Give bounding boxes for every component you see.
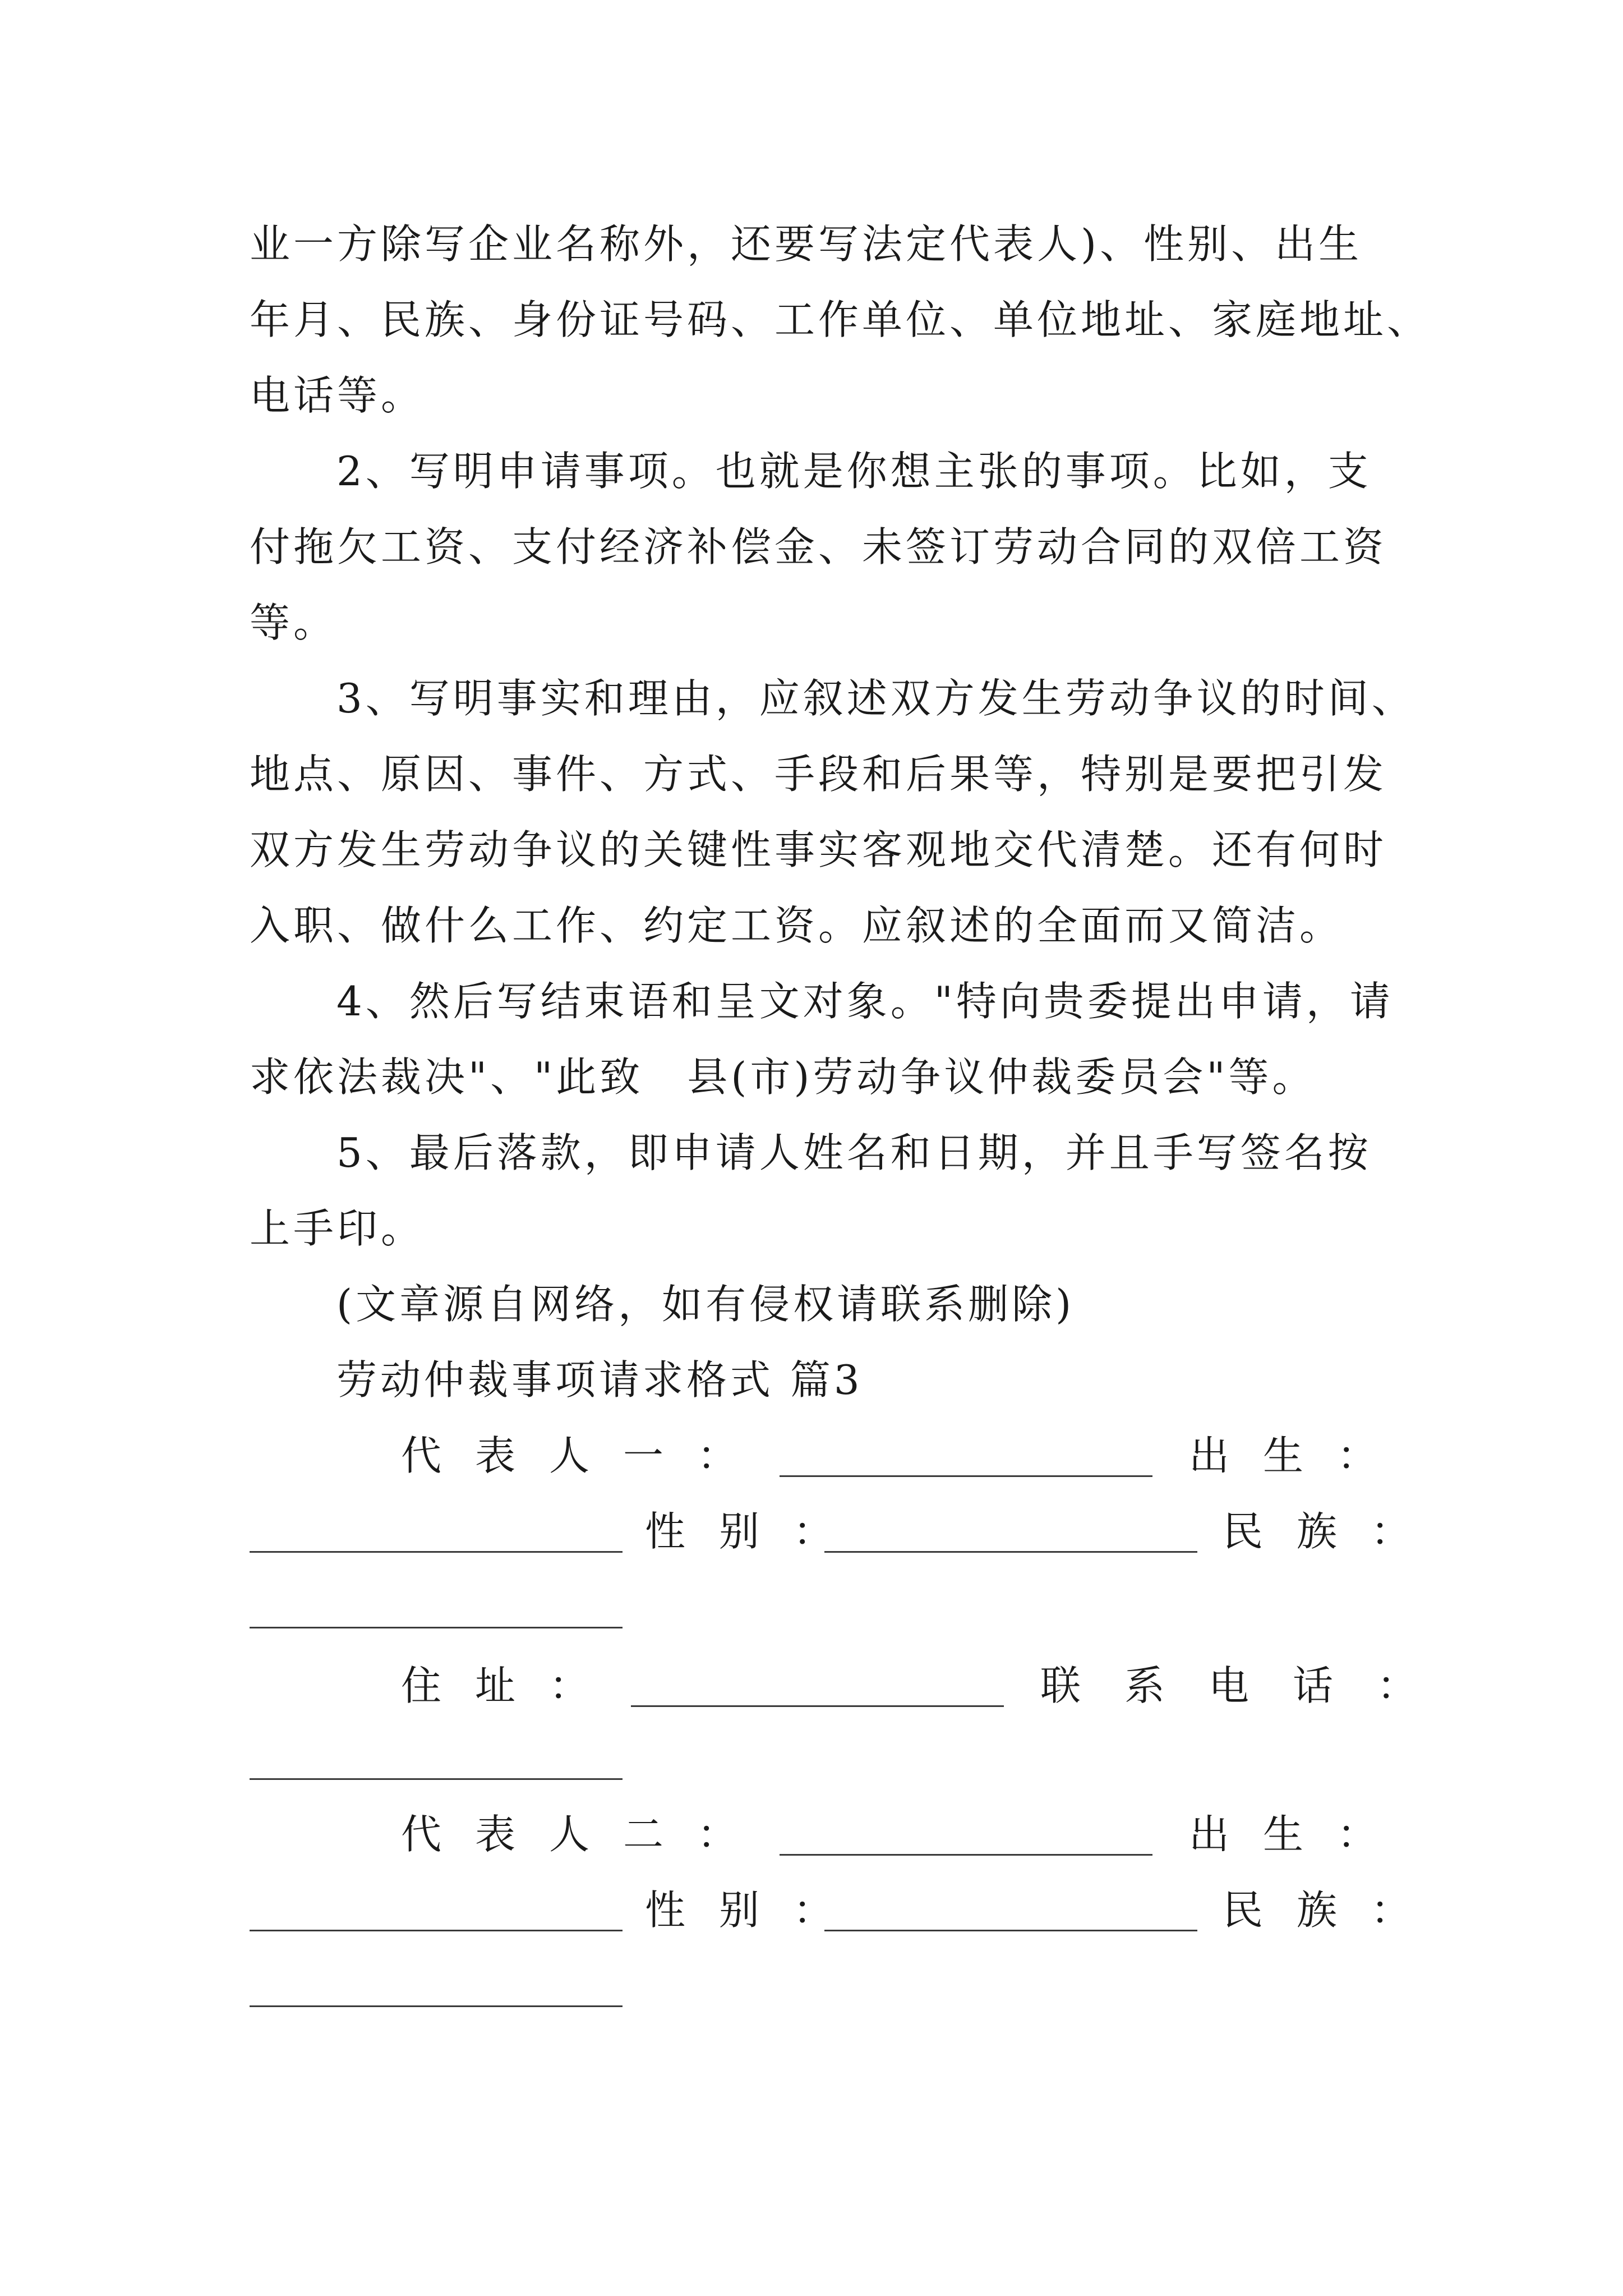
form-row-rep1-details: [250, 1503, 1445, 1559]
ethnicity-label: 民族：: [1223, 1887, 1445, 1934]
address-blank[interactable]: [631, 1705, 1004, 1707]
gender-label: 性别：: [645, 1508, 868, 1555]
form-row-phone: [250, 1731, 1382, 1787]
gender-blank[interactable]: [824, 1930, 1197, 1931]
phone-label: 联系电话：: [1040, 1662, 1461, 1709]
birth-label: 出生：: [1189, 1811, 1412, 1858]
birth-blank[interactable]: [250, 1551, 623, 1553]
gender-label: 性别：: [645, 1887, 868, 1934]
form-row-ethnicity: [250, 1579, 1382, 1635]
paragraph-line: 电话等。: [250, 372, 425, 419]
ethnicity-blank[interactable]: [250, 1627, 623, 1628]
rep1-blank[interactable]: [780, 1475, 1152, 1477]
rep1-label: 代表人一：: [401, 1432, 772, 1479]
ethnicity-label: 民族：: [1223, 1508, 1445, 1555]
section-heading: 劳动仲裁事项请求格式 篇3: [336, 1356, 863, 1404]
paragraph-line: 求依法裁决"、"此致 县(市)劳动争议仲裁委员会"等。: [250, 1053, 1316, 1101]
paragraph-line: 入职、做什么工作、约定工资。应叙述的全面而又简洁。: [250, 902, 1344, 949]
paragraph-line: 年月、民族、身份证号码、工作单位、单位地址、家庭地址、: [250, 296, 1431, 343]
rep2-label: 代表人二：: [401, 1811, 772, 1858]
paragraph-line: 2、写明申请事项。也就是你想主张的事项。比如，支: [336, 448, 1372, 495]
paragraph-line: 3、写明事实和理由，应叙述双方发生劳动争议的时间、: [336, 675, 1415, 722]
form-row-ethnicity: [250, 1958, 1382, 2014]
paragraph-line: 4、然后写结束语和呈文对象。"特向贵委提出申请，请: [336, 978, 1394, 1025]
paragraph-line: 地点、原因、事件、方式、手段和后果等，特别是要把引发: [250, 751, 1387, 798]
ethnicity-blank[interactable]: [250, 2005, 623, 2007]
form-row-rep1: [250, 1428, 1412, 1484]
paragraph-line: 上手印。: [250, 1205, 425, 1252]
form-row-rep2: [250, 1806, 1412, 1862]
address-label: 住址：: [401, 1662, 624, 1709]
paragraph-line: 付拖欠工资、支付经济补偿金、未签订劳动合同的双倍工资: [250, 523, 1387, 570]
paragraph-line: 5、最后落款，即申请人姓名和日期，并且手写签名按: [336, 1129, 1372, 1176]
paragraph-line: 业一方除写企业名称外，还要写法定代表人)、性别、出生: [250, 220, 1363, 268]
birth-label: 出生：: [1189, 1432, 1412, 1479]
paragraph-line: 双方发生劳动争议的关键性事实客观地交代清楚。还有何时: [250, 826, 1387, 873]
birth-blank[interactable]: [250, 1930, 623, 1931]
phone-blank[interactable]: [250, 1778, 623, 1780]
source-note: (文章源自网络，如有侵权请联系删除): [336, 1281, 1075, 1328]
paragraph-line: 等。: [250, 599, 338, 646]
gender-blank[interactable]: [824, 1551, 1197, 1553]
form-row-rep2-details: [250, 1882, 1445, 1938]
rep2-blank[interactable]: [780, 1854, 1152, 1856]
form-row-address: [250, 1658, 1461, 1714]
